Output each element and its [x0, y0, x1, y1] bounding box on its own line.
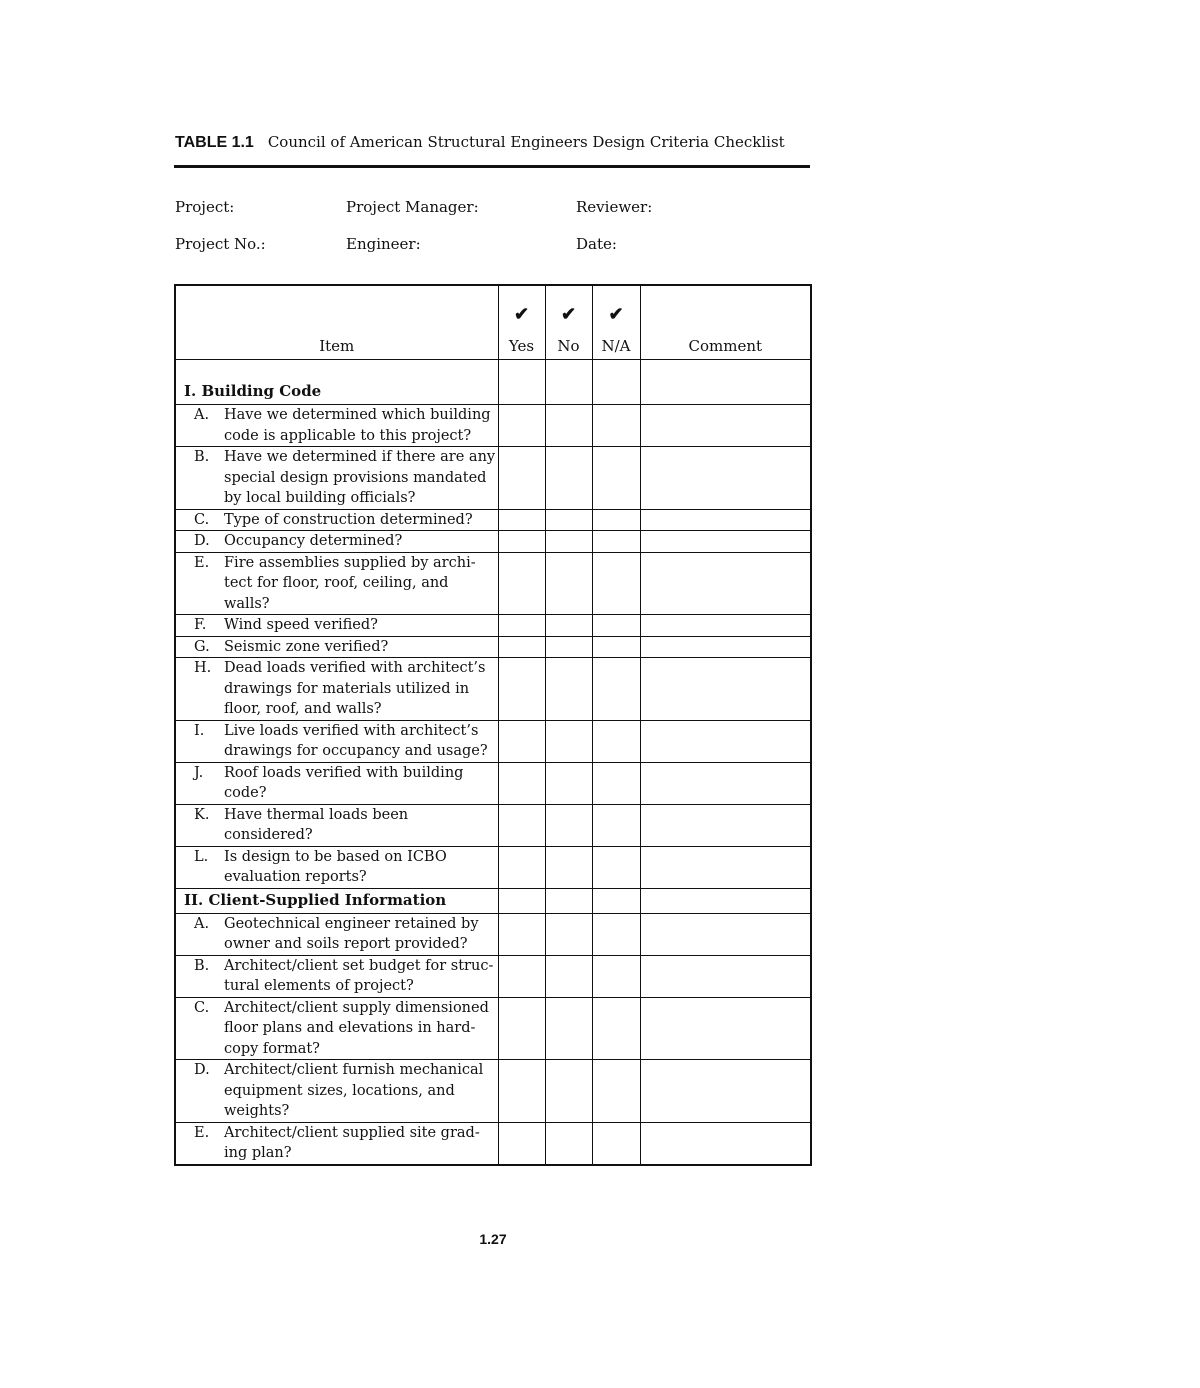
item-question: Occupancy determined?	[224, 533, 403, 549]
yes-checkbox-cell[interactable]	[498, 447, 545, 510]
section-header-row	[175, 888, 811, 913]
comment-cell	[640, 360, 811, 405]
yes-checkbox-cell[interactable]	[498, 846, 545, 888]
comment-cell[interactable]	[640, 720, 811, 762]
table-title: Council of American Structural Engineers Design Criteria Checklist	[267, 133, 785, 151]
yes-checkbox-cell[interactable]	[498, 552, 545, 615]
item-cell	[175, 1060, 498, 1123]
item-letter: L.	[194, 848, 209, 865]
na-checkbox-cell[interactable]	[592, 720, 640, 762]
table-row	[175, 531, 811, 553]
header-comment: Comment	[640, 285, 811, 360]
na-checkbox-cell[interactable]	[592, 804, 640, 846]
yes-checkbox-cell[interactable]	[498, 531, 545, 553]
table-row	[175, 552, 811, 615]
yes-checkbox-cell[interactable]	[498, 1122, 545, 1165]
table-row	[175, 509, 811, 531]
na-checkbox-cell[interactable]	[592, 913, 640, 955]
yes-checkbox-cell[interactable]	[498, 762, 545, 804]
item-question: Architect/client supplied site grad-ing plan?	[224, 1124, 480, 1161]
no-checkbox-cell[interactable]	[545, 1060, 592, 1123]
header-yes: ✔ Yes	[498, 285, 545, 360]
comment-cell[interactable]	[640, 615, 811, 637]
date-label: Date:	[576, 235, 617, 253]
na-checkbox-cell[interactable]	[592, 658, 640, 721]
item-question: Architect/client set budget for struc-tural elements of project?	[224, 957, 494, 994]
item-cell	[175, 636, 498, 658]
item-cell	[175, 997, 498, 1060]
check-icon: ✔	[513, 304, 530, 325]
item-letter: D.	[194, 533, 210, 549]
table-row	[175, 1060, 811, 1123]
na-checkbox-cell[interactable]	[592, 552, 640, 615]
item-question: Architect/client furnish mechanical equipment sizes, locations, and weights?	[224, 1062, 484, 1119]
item-letter: A.	[194, 407, 210, 423]
na-checkbox-cell[interactable]	[592, 531, 640, 553]
item-question: Roof loads verified with building code?	[224, 764, 464, 801]
item-question: Geotechnical engineer retained by owner and soils report provided?	[224, 915, 479, 952]
yes-checkbox-cell[interactable]	[498, 913, 545, 955]
item-letter: J.	[194, 764, 204, 781]
na-checkbox-cell[interactable]	[592, 509, 640, 531]
check-icon: ✔	[608, 304, 624, 325]
item-cell	[175, 447, 498, 510]
comment-cell[interactable]	[640, 762, 811, 804]
comment-cell[interactable]	[640, 1060, 811, 1123]
item-question: Live loads verified with architect’s drawings for occupancy and usage?	[224, 722, 488, 759]
table-row	[175, 720, 811, 762]
engineer-label: Engineer:	[346, 235, 421, 253]
yes-checkbox-cell[interactable]	[498, 658, 545, 721]
item-question: Seismic zone verified?	[224, 638, 389, 655]
yes-checkbox-cell[interactable]	[498, 720, 545, 762]
table-row	[175, 955, 811, 997]
yes-cell	[498, 360, 545, 405]
item-cell	[175, 804, 498, 846]
project-no-label: Project No.:	[175, 235, 266, 253]
yes-checkbox-cell[interactable]	[498, 636, 545, 658]
item-letter: G.	[194, 638, 210, 655]
item-cell	[175, 405, 498, 447]
section-header-row	[175, 360, 811, 405]
na-cell	[592, 888, 640, 913]
yes-checkbox-cell[interactable]	[498, 509, 545, 531]
na-checkbox-cell[interactable]	[592, 846, 640, 888]
item-letter: C.	[194, 999, 210, 1016]
table-row	[175, 804, 811, 846]
comment-cell[interactable]	[640, 846, 811, 888]
na-checkbox-cell[interactable]	[592, 1060, 640, 1123]
no-checkbox-cell[interactable]	[545, 762, 592, 804]
page-number: 1.27	[479, 1231, 507, 1247]
na-checkbox-cell[interactable]	[592, 955, 640, 997]
checklist-table	[174, 284, 812, 1166]
yes-checkbox-cell[interactable]	[498, 997, 545, 1060]
project-label: Project:	[175, 198, 235, 216]
table-row	[175, 447, 811, 510]
no-checkbox-cell[interactable]	[545, 997, 592, 1060]
comment-cell[interactable]	[640, 509, 811, 531]
item-question: Is design to be based on ICBO evaluation reports?	[224, 848, 447, 885]
no-checkbox-cell[interactable]	[545, 913, 592, 955]
item-letter: K.	[194, 806, 210, 823]
comment-cell[interactable]	[640, 804, 811, 846]
yes-checkbox-cell[interactable]	[498, 1060, 545, 1123]
comment-cell[interactable]	[640, 955, 811, 997]
na-cell	[592, 360, 640, 405]
header-item: Item	[175, 285, 498, 360]
item-question: Architect/client supply dimensioned floor plans and elevations in hard-copy format?	[224, 999, 489, 1057]
yes-checkbox-cell[interactable]	[498, 405, 545, 447]
table-row	[175, 762, 811, 804]
comment-cell[interactable]	[640, 552, 811, 615]
item-cell	[175, 1122, 498, 1165]
table-row	[175, 636, 811, 658]
na-checkbox-cell[interactable]	[592, 636, 640, 658]
table-caption	[175, 133, 809, 155]
item-cell	[175, 658, 498, 721]
item-cell	[175, 615, 498, 637]
item-letter: E.	[194, 554, 210, 571]
no-checkbox-cell[interactable]	[545, 658, 592, 721]
no-checkbox-cell[interactable]	[545, 509, 592, 531]
no-checkbox-cell[interactable]	[545, 720, 592, 762]
table-row	[175, 846, 811, 888]
item-question: Dead loads verified with architect’s drawings for materials utilized in floor, roof, and walls?	[224, 660, 486, 717]
na-checkbox-cell[interactable]	[592, 762, 640, 804]
item-cell	[175, 509, 498, 531]
yes-checkbox-cell[interactable]	[498, 804, 545, 846]
item-cell	[175, 720, 498, 762]
no-cell	[545, 360, 592, 405]
item-question: Type of construction determined?	[224, 511, 473, 528]
item-letter: B.	[194, 449, 210, 465]
item-letter: F.	[194, 617, 207, 633]
no-checkbox-cell[interactable]	[545, 1122, 592, 1165]
no-checkbox-cell[interactable]	[545, 405, 592, 447]
comment-cell[interactable]	[640, 997, 811, 1060]
na-checkbox-cell[interactable]	[592, 405, 640, 447]
item-cell	[175, 955, 498, 997]
item-question: Have thermal loads been considered?	[224, 806, 409, 843]
item-cell	[175, 531, 498, 553]
table-row	[175, 658, 811, 721]
comment-cell[interactable]	[640, 531, 811, 553]
item-letter: E.	[194, 1124, 210, 1141]
yes-cell	[498, 888, 545, 913]
comment-cell[interactable]	[640, 636, 811, 658]
section-title: I. Building Code	[175, 360, 498, 405]
table-row	[175, 405, 811, 447]
no-checkbox-cell[interactable]	[545, 531, 592, 553]
yes-checkbox-cell[interactable]	[498, 955, 545, 997]
no-checkbox-cell[interactable]	[545, 447, 592, 510]
item-question: Fire assemblies supplied by archi-tect for floor, roof, ceiling, and walls?	[224, 554, 476, 612]
check-icon: ✔	[560, 304, 577, 325]
item-question: Wind speed verified?	[224, 617, 378, 633]
section-title: II. Client-Supplied Information	[175, 888, 498, 913]
title-rule	[174, 165, 810, 168]
item-cell	[175, 762, 498, 804]
item-cell	[175, 846, 498, 888]
yes-checkbox-cell[interactable]	[498, 615, 545, 637]
checklist-body	[175, 360, 811, 1165]
item-letter: D.	[194, 1062, 210, 1078]
comment-cell[interactable]	[640, 658, 811, 721]
no-checkbox-cell[interactable]	[545, 636, 592, 658]
reviewer-label: Reviewer:	[576, 198, 653, 216]
comment-cell[interactable]	[640, 405, 811, 447]
item-letter: I.	[194, 722, 205, 739]
no-checkbox-cell[interactable]	[545, 955, 592, 997]
item-letter: A.	[194, 915, 210, 932]
comment-cell	[640, 888, 811, 913]
na-checkbox-cell[interactable]	[592, 1122, 640, 1165]
no-checkbox-cell[interactable]	[545, 552, 592, 615]
na-checkbox-cell[interactable]	[592, 997, 640, 1060]
item-letter: B.	[194, 957, 210, 974]
table-row	[175, 997, 811, 1060]
project-manager-label: Project Manager:	[346, 198, 479, 216]
na-checkbox-cell[interactable]	[592, 447, 640, 510]
comment-cell[interactable]	[640, 913, 811, 955]
item-question: Have we determined if there are any special design provisions mandated by local building officials?	[224, 449, 496, 506]
no-cell	[545, 888, 592, 913]
item-cell	[175, 552, 498, 615]
no-checkbox-cell[interactable]	[545, 615, 592, 637]
table-row	[175, 1122, 811, 1165]
item-letter: H.	[194, 660, 212, 676]
comment-cell[interactable]	[640, 1122, 811, 1165]
comment-cell[interactable]	[640, 447, 811, 510]
item-cell	[175, 913, 498, 955]
no-checkbox-cell[interactable]	[545, 846, 592, 888]
header-no: ✔ No	[545, 285, 592, 360]
table-row	[175, 913, 811, 955]
no-checkbox-cell[interactable]	[545, 804, 592, 846]
header-row	[175, 285, 811, 360]
item-letter: C.	[194, 511, 210, 528]
item-question: Have we determined which building code is applicable to this project?	[224, 407, 491, 444]
table-row	[175, 615, 811, 637]
table-label: TABLE 1.1	[175, 134, 254, 151]
header-na: ✔ N/A	[592, 285, 640, 360]
na-checkbox-cell[interactable]	[592, 615, 640, 637]
